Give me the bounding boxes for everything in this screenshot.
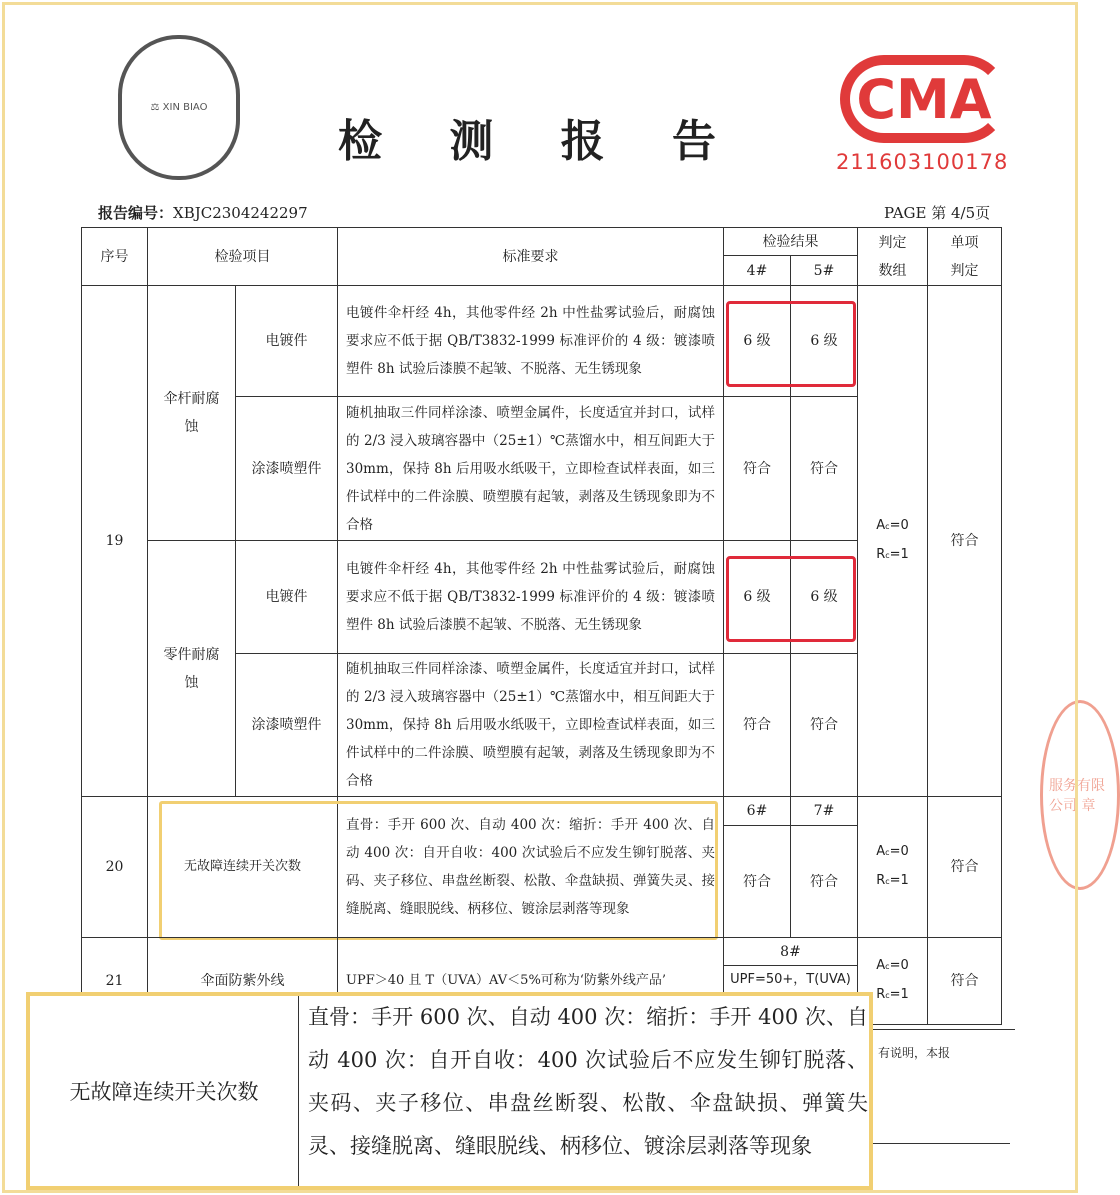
- row21-verdict: 符合: [927, 937, 1002, 1025]
- th-standard: 标准要求: [337, 227, 724, 286]
- result-grade: 6 级: [723, 285, 791, 397]
- sub-plated: 电镀件: [235, 540, 338, 654]
- result-grade: 6 级: [723, 540, 791, 654]
- callout-text: 直骨：手开 600 次、自动 400 次：缩折：手开 400 次、自动 400 次：自开自收：400 次试验后不应发生铆钉脱落、夹码、夹子移位、串盘丝断裂、松散、伞盘缺损、弹簧失灵、接缝脱离、缝眼脱线、柄移位、镀涂层剥落等现象: [308, 1005, 868, 1158]
- red-stamp: 服务有限公司 章: [1040, 700, 1120, 890]
- std-plated: 电镀件伞杆经 4h，其他零件经 2h 中性盐雾试验后，耐腐蚀要求应不低于据 QB/T3832-1999 标准评价的 4 级：镀漆喷塑件 8h 试验后漆膜不起皱、不脱落、无生锈现象: [337, 285, 724, 397]
- sub-painted: 涂漆喷塑件: [235, 396, 338, 541]
- signature-line: [870, 1143, 1010, 1144]
- std-plated: 电镀件伞杆经 4h，其他零件经 2h 中性盐雾试验后，耐腐蚀要求应不低于据 QB/T3832-1999 标准评价的 4 级：镀漆喷塑件 8h 试验后漆膜不起皱、不脱落、无生锈现象: [337, 540, 724, 654]
- result-pass: 符合: [723, 825, 791, 938]
- sub-plated: 电镀件: [235, 285, 338, 397]
- cma-logo: CMA: [840, 55, 1008, 143]
- th-judge-group: 判定 数组: [857, 227, 928, 286]
- sample-8: 8#: [723, 937, 858, 966]
- result-pass: 符合: [790, 653, 858, 797]
- row20-ac-re: Ac=0 Rc=1: [857, 796, 928, 938]
- sub-painted: 涂漆喷塑件: [235, 653, 338, 797]
- result-pass: 符合: [790, 396, 858, 541]
- magnified-callout: [26, 992, 873, 1190]
- divider: [870, 1029, 1015, 1030]
- sample-6: 6#: [723, 796, 791, 826]
- highlight-box-yellow: [159, 801, 718, 940]
- page-number: PAGE 第 4/5页: [884, 204, 991, 222]
- row21-item: 伞面防紫外线: [147, 937, 338, 1025]
- result-pass: 符合: [723, 653, 791, 797]
- highlight-box: [726, 301, 856, 387]
- result-pass: 符合: [723, 396, 791, 541]
- row21-ac-re: Ac=0 Rc=1: [857, 937, 928, 1025]
- row19-item-shaft: 伞杆耐腐蚀: [147, 285, 236, 541]
- highlight-box: [726, 556, 856, 642]
- row20-standard: 直骨：手开 600 次、自动 400 次：缩折：手开 400 次、自动 400 次：自开自收：400 次试验后不应发生铆钉脱落、夹码、夹子移位、串盘丝断裂、松散、伞盘缺损、弹簧失灵、接缝脱离、缝眼脱线、柄移位、镀涂层剥落等现象: [337, 796, 724, 938]
- result-grade: 6 级: [790, 285, 858, 397]
- result-grade: 6 级: [790, 540, 858, 654]
- row19-verdict: 符合: [927, 285, 1002, 797]
- row19-seq: 19: [81, 285, 148, 797]
- th-results: 检验结果: [723, 227, 858, 256]
- row21-seq: 21: [81, 937, 148, 1025]
- sample-7: 7#: [790, 796, 858, 826]
- row19-item-parts: 零件耐腐蚀: [147, 540, 236, 797]
- row21-result: UPF=50+，T(UVA): [723, 965, 858, 1025]
- row20-item: 无故障连续开关次数: [147, 796, 338, 938]
- th-item: 检验项目: [147, 227, 338, 286]
- row20-seq: 20: [81, 796, 148, 938]
- row21-standard: UPF＞40 且 T（UVA）AV＜5%可称为‘防紫外线产品’: [337, 937, 724, 1025]
- row19-ac-re: Ac=0 Rc=1: [857, 285, 928, 797]
- result-pass: 符合: [790, 825, 858, 938]
- th-5: 5#: [790, 255, 858, 286]
- std-painted: 随机抽取三件同样涂漆、喷塑金属件，长度适宜并封口，试样的 2/3 浸入玻璃容器中（25±1）℃蒸馏水中，相互间距大于 30mm，保持 8h 后用吸水纸吸干，立即检查试样表面，如三件试样中的二件涂膜、喷塑膜有起皱，剥落及生锈现象即为不合格: [337, 396, 724, 541]
- th-single-judge: 单项 判定: [927, 227, 1002, 286]
- th-4: 4#: [723, 255, 791, 286]
- std-painted: 随机抽取三件同样涂漆、喷塑金属件，长度适宜并封口，试样的 2/3 浸入玻璃容器中（25±1）℃蒸馏水中，相互间距大于 30mm，保持 8h 后用吸水纸吸干，立即检查试样表面，如三件试样中的二件涂膜、喷塑膜有起皱，剥落及生锈现象即为不合格: [337, 653, 724, 797]
- cma-number: 211603100178: [836, 150, 1009, 174]
- footnote: 有说明，本报: [878, 1046, 951, 1060]
- page-title: 检 测 报 告: [338, 116, 742, 167]
- report-number: 报告编号：XBJC2304242297: [98, 204, 308, 222]
- th-seq: 序号: [81, 227, 148, 286]
- callout-label: 无故障连续开关次数: [30, 996, 299, 1186]
- row20-verdict: 符合: [927, 796, 1002, 938]
- xinbiao-seal-logo: ⚖ XIN BIAO: [118, 35, 240, 180]
